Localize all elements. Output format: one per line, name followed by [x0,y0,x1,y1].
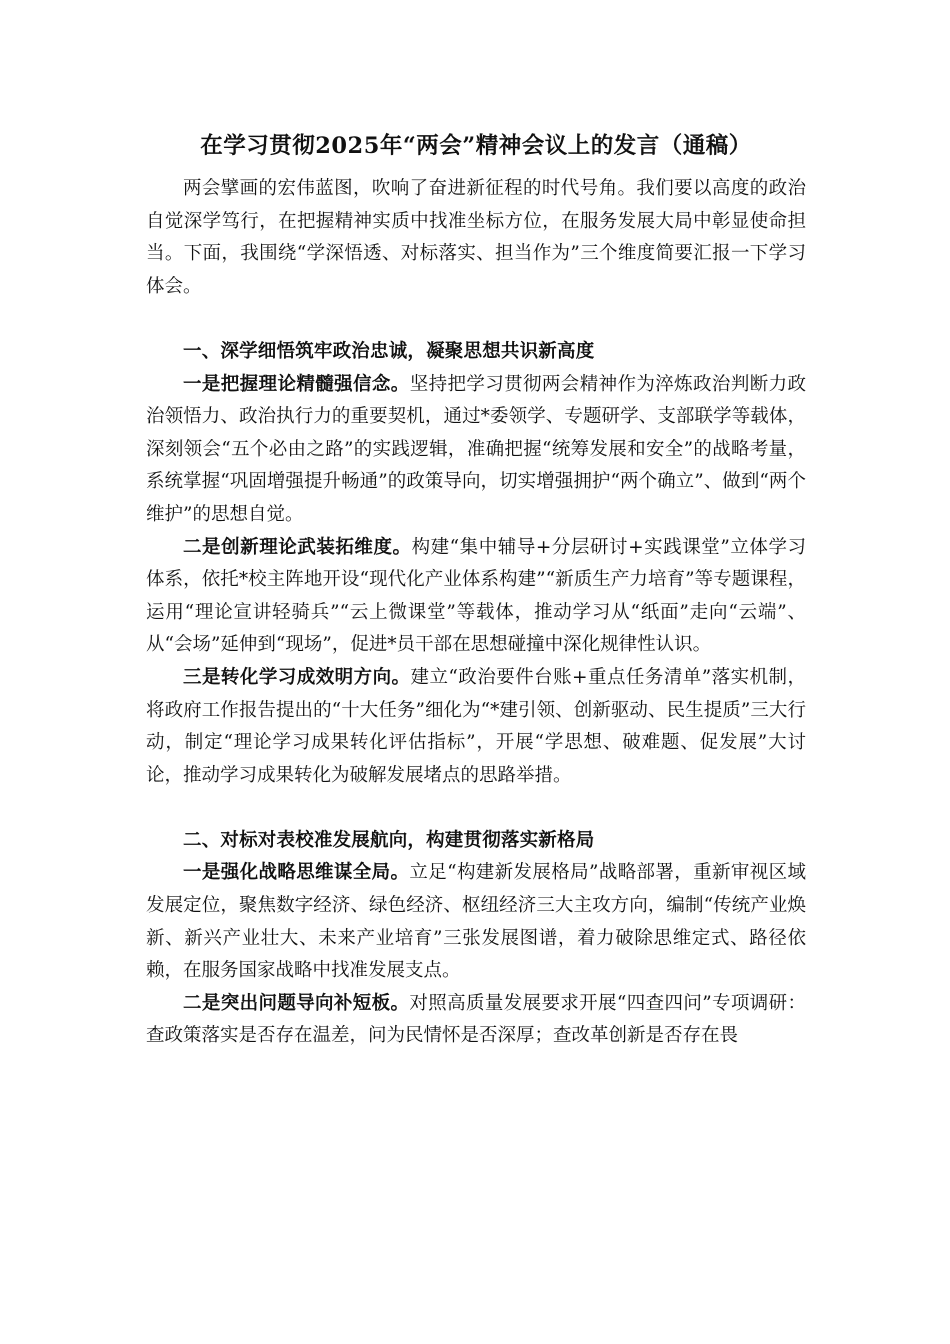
section1-paragraph-2 [146,532,806,662]
section2-paragraph-1 [146,857,806,987]
paragraph-lead: 一是强化战略思维谋全局。 [183,862,410,884]
document-body [146,173,806,1053]
section2-paragraph-2 [146,988,806,1053]
paragraph-lead: 二是突出问题导向补短板。 [183,992,410,1014]
paragraph-text: 建立“政治要件台账+重点任务清单”落实机制，将政府工作报告提出的“十大任务”细化为“*建引领、创新驱动、民生提质”三大行动，制定“理论学习成果转化评估指标”，开展“学思想、破难题、促发展”大讨论，推动学习成果转化为破解发展堵点的思路举措。 [146,666,806,786]
section-heading-2: 二、对标对表校准发展航向，构建贯彻落实新格局 [183,829,595,851]
paragraph-text: 对照高质量发展要求开展“四查四问”专项调研：查政策落实是否存在温差，问为民情怀是否深厚；查改革创新是否存在畏 [146,992,806,1047]
section1-paragraph-1 [146,369,806,532]
document-title: 在学习贯彻2025年“两会”精神会议上的发言（通稿） [200,133,752,159]
paragraph-text: 立足“构建新发展格局”战略部署，重新审视区域发展定位，聚焦数字经济、绿色经济、枢纽经济三大主攻方向，编制“传统产业焕新、新兴产业壮大、未来产业培育”三张发展图谱，着力破除思维定式、路径依赖，在服务国家战略中找准发展支点。 [146,862,806,982]
paragraph-text: 坚持把学习贯彻两会精神作为淬炼政治判断力政治领悟力、政治执行力的重要契机，通过*委领学、专题研学、支部联学等载体，深刻领会“五个必由之路”的实践逻辑，准确把握“统筹发展和安全”的战略考量，系统掌握“巩固增强提升畅通”的政策导向，切实增强拥护“两个确立”、做到“两个维护”的思想自觉。 [146,373,806,525]
paragraph-gap [146,303,806,336]
intro-paragraph: 两会擘画的宏伟蓝图，吹响了奋进新征程的时代号角。我们要以高度的政治自觉深学笃行，在把握精神实质中找准坐标方位，在服务发展大局中彰显使命担当。下面，我围绕“学深悟透、对标落实、担当作为”三个维度简要汇报一下学习体会。 [146,178,806,297]
paragraph-text: 构建“集中辅导+分层研讨+实践课堂”立体学习体系，依托*校主阵地开设“现代化产业体系构建”“新质生产力培育”等专题课程，运用“理论宣讲轻骑兵”“云上微课堂”等载体，推动学习从“纸面”走向“云端”、从“会场”延伸到“现场”，促进*员干部在思想碰撞中深化规律性认识。 [146,536,806,656]
paragraph-lead: 二是创新理论武装拓维度。 [183,536,412,558]
paragraph-gap [146,792,806,825]
section1-paragraph-3 [146,662,806,792]
paragraph-lead: 一是把握理论精髓强信念。 [183,373,410,395]
section-heading-1: 一、深学细悟筑牢政治忠诚，凝聚思想共识新高度 [183,340,595,362]
paragraph-lead: 三是转化学习成效明方向。 [183,666,411,688]
